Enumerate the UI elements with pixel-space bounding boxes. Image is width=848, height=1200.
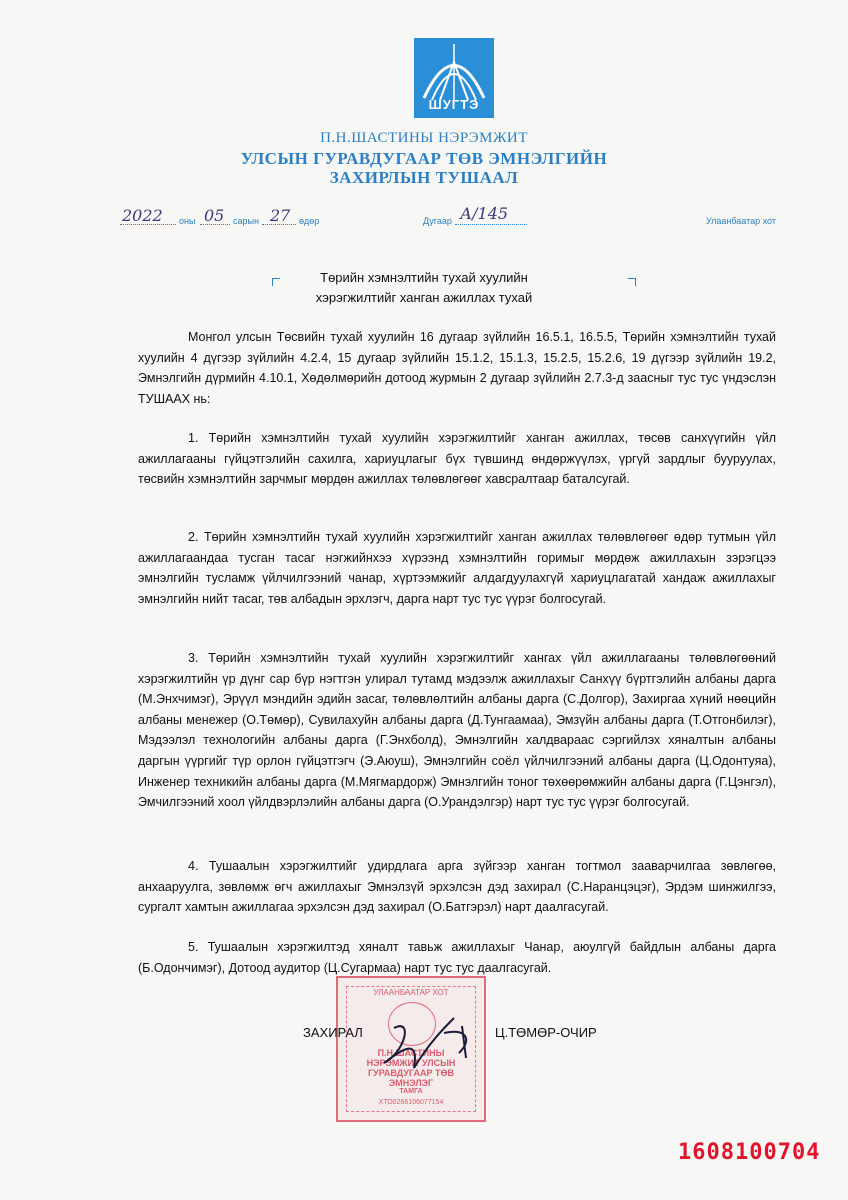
subject-line-2: хэрэгжилтийг ханган ажиллах тухай — [315, 290, 533, 305]
stamp-line-4: ЭМНЭЛЭГ — [388, 1078, 434, 1088]
intro-paragraph: Монгол улсын Төсвийн тухай хуулийн 16 дугаар зүйлийн 16.5.1, 16.5.5, Төрийн хэмнэлтийн тухай хуулийн 4 дүгээр зүйлийн 4.2.4, 15 дугаар зүйлийн 15.1.2, 15.1.3, 15.2.5, 15.2.6, 19 дүгээр зүйлийн 19.2, Эмнэлгийн дүрмийн 4.10.1, Хөдөлмөрийн дотоод журмын 2 дугаар зүйлийн 2.7.3-д заасныг тус тус үндэслэн ТУШААХ нь: — [138, 330, 776, 406]
clause-2: 2. Төрийн хэмнэлтийн тухай хуулийн хэрэгжилтийг ханган ажиллах төлөвлөгөөг өдөр тутмын үйл ажиллагаандаа тусган тасаг нэгжийнхээ хүрээнд хэмнэлтийн горимыг мөрдөж ажиллахын зэрэгцээ эмнэлгийн тусламж үйлчилгээний чанар, хүртээмжийг алдагдуулахгүй хариуцлагатай хандаж ажиллахыг эмнэлгийн нийт тасаг, төв албадын эрхлэгч, дарга нарт тус тус үүрэг болгосугай. — [138, 530, 776, 606]
stamp-line-5: ТАМГА — [399, 1088, 423, 1095]
month-suffix: сарын — [233, 216, 259, 226]
logo-text: ШУГТЭ — [428, 97, 480, 112]
order-meta-row — [0, 204, 848, 232]
letterhead-title: ЗАХИРЛЫН ТУШААЛ — [329, 168, 519, 187]
day-suffix: өдөр — [299, 216, 320, 226]
clause-3: 3. Төрийн хэмнэлтийн тухай хуулийн хэрэгжилтийг хангах үйл ажиллагааны төлөвлөгөөний хэрэгжилтийн үр дүнг сар бүр нэгтгэн улирал тутамд мэдээлж ажиллахыг Санхүү бүртгэлийн албаны дарга (М.Энхчимэг), Эрүүл мэндийн эдийн засаг, төлөвлөлтийн албаны дарга (С.Долгор), Захиргаа хүний нөөцийн албаны менежер (О.Төмөр), Сувилахуйн албаны дарга (Д.Тунгаамаа), Эмзүйн албаны дарга (Т.Отгонбилэг), Мэдээлэл технологийн албаны дарга (Г.Энхболд), Эмнэлгийн халдвараас сэргийлэх хяналтын албаны даргын үүргийг түр орлон гүйцэтгэгч (Э.Аюуш), Эмнэлгийн соёл үйлчилгээний албаны дарга (Ц.Одонтуяа), Инженер техникийн албаны дарга (М.Мягмардорж) Эмнэлгийн тоног төхөөрөмжийн албаны дарга (Г.Цэнгэл), Эмчилгээний хоол үйлдвэрлэлийн албаны дарга (О.Урандэлгэр) нарт тус тус үүрэг болгосугай. — [138, 651, 776, 810]
order-subject — [0, 268, 848, 308]
clause-1: 1. Төрийн хэмнэлтийн тухай хуулийн хэрэгжилтийг ханган ажиллах, төсөв санхүүгийн үйл ажиллагааны гүйцэтгэлийн сахилга, хариуцлагыг бүх түвшинд өндөржүүлэх, үргүй зардлыг бууруулах, төсвийн хэмнэлтийн зарчмыг мөрдөн ажиллах төлөвлөгөөг хавсралтаар баталсугай. — [138, 431, 776, 487]
city-label: Улаанбаатар хот — [706, 216, 776, 226]
hospital-logo — [414, 38, 494, 118]
year-underline — [120, 224, 176, 225]
letterhead-line-2: УЛСЫН ГУРАВДУГААР ТӨВ ЭМНЭЛГИЙН — [240, 149, 608, 168]
stamp-line-1: П.Н.ШАСТИНЫ — [377, 1048, 445, 1058]
stamp-city: УЛААНБААТАР ХОТ — [373, 988, 449, 997]
date-year: 2022 — [122, 206, 163, 225]
serial-number: 1608100704 — [678, 1140, 821, 1165]
year-suffix: оны — [179, 216, 196, 226]
signatory-title: ЗАХИРАЛ — [303, 1025, 363, 1040]
number-label: Дугаар — [423, 216, 452, 226]
number-underline — [455, 224, 527, 225]
stamp-code: ХТО0266106077154 — [378, 1099, 444, 1106]
subject-line-1: Төрийн хэмнэлтийн тухай хуулийн — [320, 270, 528, 285]
day-underline — [262, 224, 296, 225]
clause-5: 5. Тушаалын хэрэгжилтэд хяналт тавьж ажиллахыг Чанар, аюулгүй байдлын албаны дарга (Б.Одончимэг), Дотоод аудитор (Ц.Сугармаа) нарт тус тус даалгасугай. — [138, 940, 776, 975]
signatory-name: Ц.ТӨМӨР-ОЧИР — [495, 1025, 597, 1040]
clause-4: 4. Тушаалын хэрэгжилтийг удирдлага арга зүйгээр ханган тогтмол зааварчилгаа зөвлөгөө, анхааруулга, зөвлөмж өгч ажиллахыг Эмнэлзүй эрхэлсэн дэд захирал (С.Наранцэцэг), Эрдэм шинжилгээ, сургалт хамтын ажиллагаа эрхэлсэн дэд захирал (О.Батгэрэл) нарт даалгасугай. — [138, 859, 776, 915]
stamp-line-3: ГУРАВДУГААР ТӨВ — [368, 1068, 454, 1078]
letterhead-line-1: П.Н.ШАСТИНЫ НЭРЭМЖИТ — [320, 130, 528, 146]
date-day: 27 — [270, 206, 291, 225]
handwritten-signature — [374, 1008, 504, 1078]
order-number: А/145 — [460, 204, 509, 223]
stamp-line-2: НЭРЭМЖИТ УЛСЫН — [366, 1058, 456, 1068]
month-underline — [200, 224, 230, 225]
date-month: 05 — [204, 206, 225, 225]
